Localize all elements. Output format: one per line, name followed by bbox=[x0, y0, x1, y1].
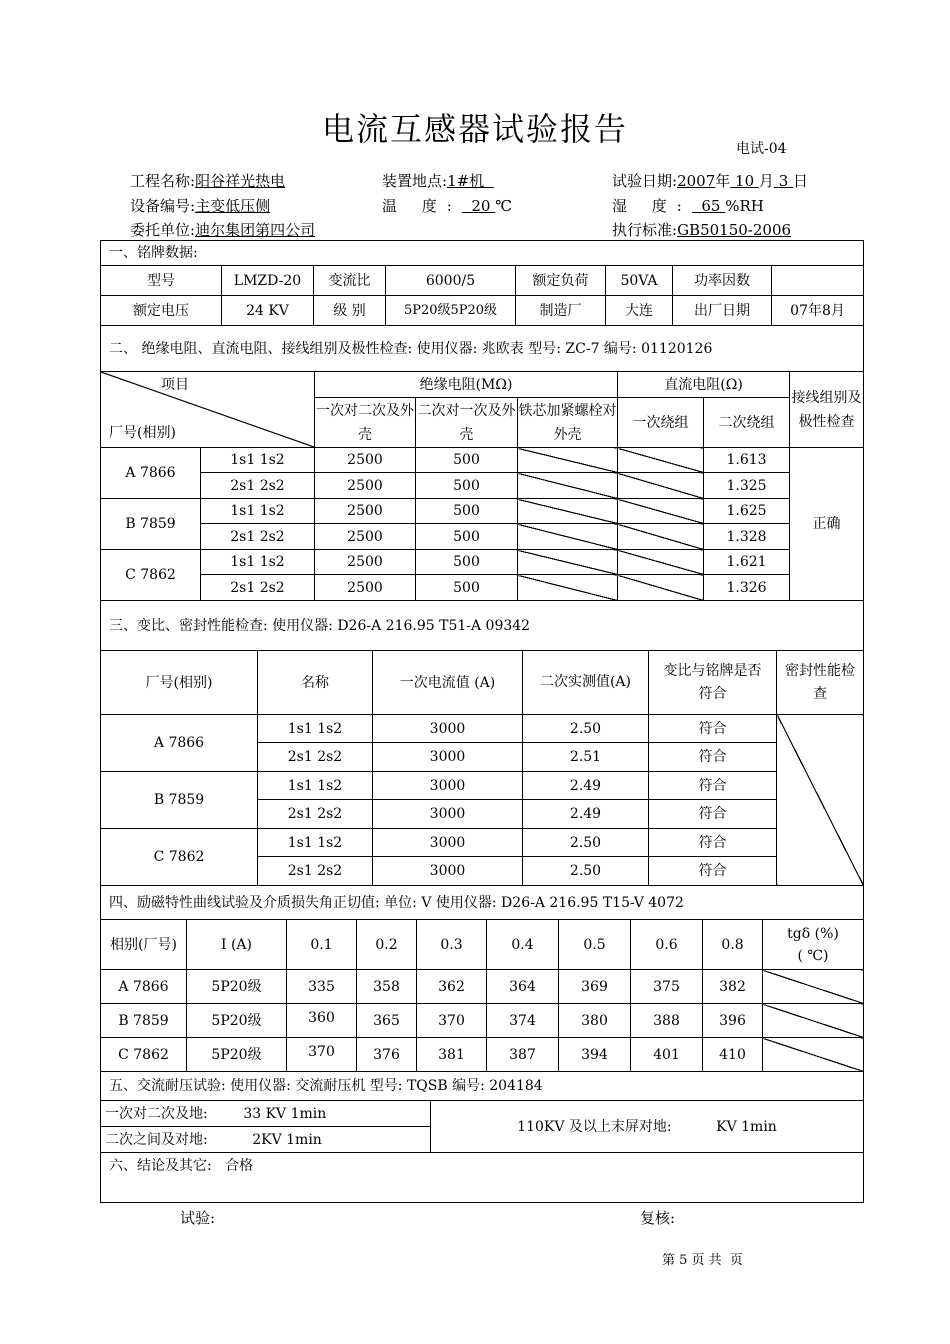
insul-header: 绝缘电阻(MΩ) bbox=[315, 372, 618, 398]
s3-prim: 3000 bbox=[373, 857, 523, 886]
col-core: 铁芯加紧螺栓对外壳 bbox=[518, 398, 618, 448]
s4-v: 382 bbox=[703, 970, 763, 1004]
np-cell: 功率因数 bbox=[673, 266, 772, 296]
s2-core-blank bbox=[518, 575, 618, 601]
s4-h-current: 0.8 bbox=[703, 920, 763, 970]
equip-label: 设备编号: bbox=[130, 197, 196, 215]
date-year: 2007 bbox=[677, 172, 716, 190]
diag-bottom-label: 厂号(相别) bbox=[109, 425, 176, 441]
page-number: 第 5 页 共 页 bbox=[662, 1253, 743, 1268]
s2-p2s: 2500 bbox=[315, 575, 416, 601]
s4-h-current: 0.5 bbox=[559, 920, 631, 970]
s4-v: 370 bbox=[287, 1038, 357, 1072]
np-cell: 级 别 bbox=[314, 296, 386, 326]
site-field bbox=[382, 170, 494, 191]
s2-s2p: 500 bbox=[416, 448, 518, 473]
date-day: 3 bbox=[778, 172, 789, 190]
s4-v: 387 bbox=[487, 1038, 559, 1072]
s4-cls: 5P20级 bbox=[187, 1004, 287, 1038]
section-4-title: 四、励磁特性曲线试验及介质损失角正切值: 单位: V 使用仪器: D26-A 216.95 T15-V 4072 bbox=[101, 886, 864, 920]
section-1-title: 一、铭牌数据: bbox=[101, 241, 864, 266]
s4-h-current: 0.4 bbox=[487, 920, 559, 970]
ratio-table bbox=[100, 650, 864, 920]
site-value: 1#机 bbox=[447, 172, 485, 190]
excitation-table bbox=[100, 919, 864, 1072]
s3-sec: 2.49 bbox=[523, 772, 649, 800]
s2-p2s: 2500 bbox=[315, 473, 416, 499]
s4-v: 374 bbox=[487, 1004, 559, 1038]
s3-prim: 3000 bbox=[373, 715, 523, 743]
client-field bbox=[130, 219, 315, 240]
s3-sec: 2.51 bbox=[523, 743, 649, 772]
s4-v: 335 bbox=[287, 970, 357, 1004]
s3-match: 符合 bbox=[649, 800, 777, 829]
std-label: 执行标准: bbox=[612, 221, 678, 239]
s2-prim-blank bbox=[618, 499, 704, 524]
s4-v: 401 bbox=[631, 1038, 703, 1072]
s4-id: C 7862 bbox=[101, 1038, 187, 1072]
s4-v: 380 bbox=[559, 1004, 631, 1038]
s4-id: B 7859 bbox=[101, 1004, 187, 1038]
s2-core-blank bbox=[518, 448, 618, 473]
s2-s2p: 500 bbox=[416, 524, 518, 550]
np-cell: 出厂日期 bbox=[673, 296, 772, 326]
s2-name: 1s1 1s2 bbox=[201, 550, 315, 575]
s4-id: A 7866 bbox=[101, 970, 187, 1004]
withstand-table bbox=[100, 1071, 864, 1203]
project-value: 阳谷祥光热电 bbox=[195, 172, 286, 190]
np-cell: 24 KV bbox=[222, 296, 314, 326]
humid-value: 65 bbox=[701, 197, 721, 215]
s3-prim: 3000 bbox=[373, 772, 523, 800]
s2-prim-blank bbox=[618, 575, 704, 601]
s2-name: 2s1 2s2 bbox=[201, 575, 315, 601]
s3-h-name: 名称 bbox=[258, 651, 373, 715]
s2-prim-blank bbox=[618, 550, 704, 575]
s3-name: 2s1 2s2 bbox=[258, 857, 373, 886]
s4-v: 370 bbox=[417, 1004, 487, 1038]
s3-id-a: A 7866 bbox=[101, 715, 258, 772]
s4-v: 360 bbox=[287, 1004, 357, 1038]
np-cell: 型号 bbox=[101, 266, 222, 296]
project-field bbox=[130, 170, 285, 191]
site-label: 装置地点: bbox=[382, 172, 448, 190]
np-cell: 50VA bbox=[606, 266, 673, 296]
s3-match: 符合 bbox=[649, 743, 777, 772]
s4-v: 394 bbox=[559, 1038, 631, 1072]
s3-h-prim: 一次电流值 (A) bbox=[373, 651, 523, 715]
np-cell bbox=[772, 266, 864, 296]
s3-id-c: C 7862 bbox=[101, 829, 258, 886]
s4-h-i: I (A) bbox=[187, 920, 287, 970]
humid-field bbox=[612, 195, 764, 216]
np-cell: 变流比 bbox=[314, 266, 386, 296]
s4-h-current: 0.1 bbox=[287, 920, 357, 970]
s3-h-match: 变比与铭牌是否符合 bbox=[649, 651, 777, 715]
s3-name: 2s1 2s2 bbox=[258, 743, 373, 772]
s2-s2p: 500 bbox=[416, 499, 518, 524]
np-cell: LMZD-20 bbox=[222, 266, 314, 296]
s2-name: 2s1 2s2 bbox=[201, 473, 315, 499]
s4-v: 375 bbox=[631, 970, 703, 1004]
section-5-title: 五、交流耐压试验: 使用仪器: 交流耐压机 型号: TQSB 编号: 204184 bbox=[101, 1072, 864, 1101]
dc-header: 直流电阻(Ω) bbox=[618, 372, 790, 398]
s4-h-current: 0.3 bbox=[417, 920, 487, 970]
s3-name: 2s1 2s2 bbox=[258, 800, 373, 829]
date-day-unit: 日 bbox=[793, 172, 809, 190]
np-cell: 制造厂 bbox=[516, 296, 606, 326]
s4-v: 410 bbox=[703, 1038, 763, 1072]
col-s2p: 二次对一次及外壳 bbox=[416, 398, 518, 448]
s2-name: 1s1 1s2 bbox=[201, 499, 315, 524]
s2-sec: 1.613 bbox=[704, 448, 790, 473]
s2-sec: 1.621 bbox=[704, 550, 790, 575]
temp-field bbox=[382, 195, 512, 216]
withstand-row-1: 一次对二次及地: 33 KV 1min bbox=[101, 1101, 431, 1127]
col-p2s: 一次对二次及外壳 bbox=[315, 398, 416, 448]
doc-code: 电试-04 bbox=[736, 141, 787, 157]
s2-s2p: 500 bbox=[416, 473, 518, 499]
temp-unit: ℃ bbox=[495, 197, 513, 215]
page-title: 电流互感器试验报告 bbox=[321, 110, 628, 148]
s4-v: 369 bbox=[559, 970, 631, 1004]
test-signature-label: 试验: bbox=[180, 1209, 216, 1227]
s3-h-id: 厂号(相别) bbox=[101, 651, 258, 715]
s2-name: 1s1 1s2 bbox=[201, 448, 315, 473]
withstand-row-2: 二次之间及对地: 2KV 1min bbox=[101, 1127, 431, 1153]
s4-v: 381 bbox=[417, 1038, 487, 1072]
temp-label: 温 度: bbox=[382, 197, 462, 215]
s3-prim: 3000 bbox=[373, 800, 523, 829]
s2-core-blank bbox=[518, 524, 618, 550]
np-cell: 额定负荷 bbox=[516, 266, 606, 296]
s3-match: 符合 bbox=[649, 857, 777, 886]
s4-h-current: 0.2 bbox=[357, 920, 417, 970]
insulation-table bbox=[100, 371, 864, 651]
equip-value: 主变低压侧 bbox=[195, 197, 271, 215]
s2-sec: 1.326 bbox=[704, 575, 790, 601]
equip-field bbox=[130, 195, 270, 216]
s2-id-a: A 7866 bbox=[101, 448, 201, 499]
s4-v: 364 bbox=[487, 970, 559, 1004]
s4-tg-blank bbox=[763, 1038, 864, 1072]
np-cell: 07年8月 bbox=[772, 296, 864, 326]
s4-v: 362 bbox=[417, 970, 487, 1004]
s3-prim: 3000 bbox=[373, 829, 523, 857]
s4-v: 396 bbox=[703, 1004, 763, 1038]
client-value: 迪尔集团第四公司 bbox=[195, 221, 316, 239]
section-2-title: 二、 绝缘电阻、直流电阻、接线组别及极性检查: 使用仪器: 兆欧表 型号: ZC-7 编号: 01120126 bbox=[101, 326, 864, 372]
temp-value: 20 bbox=[471, 197, 491, 215]
client-label: 委托单位: bbox=[130, 221, 196, 239]
s4-h-current: 0.6 bbox=[631, 920, 703, 970]
s4-tg-blank bbox=[763, 970, 864, 1004]
nameplate-table bbox=[100, 240, 864, 372]
group-header: 接线组别及极性检查 bbox=[790, 372, 864, 448]
s3-sec: 2.50 bbox=[523, 715, 649, 743]
s4-v: 365 bbox=[357, 1004, 417, 1038]
s2-prim-blank bbox=[618, 473, 704, 499]
s4-h-tg2: ( ℃) bbox=[797, 947, 829, 964]
s3-sec: 2.49 bbox=[523, 800, 649, 829]
section-6-title: 六、结论及其它: 合格 bbox=[101, 1153, 864, 1203]
s2-p2s: 2500 bbox=[315, 448, 416, 473]
np-cell: 6000/5 bbox=[386, 266, 516, 296]
section-3-title: 三、变比、密封性能检查: 使用仪器: D26-A 216.95 T51-A 09342 bbox=[101, 601, 864, 651]
s2-id-b: B 7859 bbox=[101, 499, 201, 550]
s2-sec: 1.328 bbox=[704, 524, 790, 550]
s2-prim-blank bbox=[618, 524, 704, 550]
col-prim: 一次绕组 bbox=[618, 398, 704, 448]
s4-h-tg1: tgδ (%) bbox=[787, 925, 839, 942]
s3-name: 1s1 1s2 bbox=[258, 715, 373, 743]
s3-seal-blank bbox=[777, 715, 864, 886]
std-field bbox=[612, 219, 791, 240]
s4-cls: 5P20级 bbox=[187, 1038, 287, 1072]
date-year-unit: 年 bbox=[715, 172, 731, 190]
s3-id-b: B 7859 bbox=[101, 772, 258, 829]
s4-cls: 5P20级 bbox=[187, 970, 287, 1004]
s3-prim: 3000 bbox=[373, 743, 523, 772]
col-sec: 二次绕组 bbox=[704, 398, 790, 448]
s3-sec: 2.50 bbox=[523, 829, 649, 857]
review-signature-label: 复核: bbox=[640, 1209, 676, 1227]
s4-h-phase: 相别(厂号) bbox=[101, 920, 187, 970]
std-value: GB50150-2006 bbox=[677, 221, 792, 239]
s2-s2p: 500 bbox=[416, 575, 518, 601]
s2-name: 2s1 2s2 bbox=[201, 524, 315, 550]
s2-core-blank bbox=[518, 550, 618, 575]
s2-result: 正确 bbox=[790, 448, 864, 601]
s3-sec: 2.50 bbox=[523, 857, 649, 886]
s3-match: 符合 bbox=[649, 772, 777, 800]
np-cell: 大连 bbox=[606, 296, 673, 326]
s4-tg-blank bbox=[763, 1004, 864, 1038]
s2-prim-blank bbox=[618, 448, 704, 473]
s4-h-tg bbox=[763, 920, 864, 970]
np-cell: 5P20级5P20级 bbox=[386, 296, 516, 326]
s3-match: 符合 bbox=[649, 715, 777, 743]
s2-p2s: 2500 bbox=[315, 524, 416, 550]
s2-core-blank bbox=[518, 473, 618, 499]
s3-match: 符合 bbox=[649, 829, 777, 857]
diag-header-cell bbox=[101, 372, 315, 448]
s4-v: 388 bbox=[631, 1004, 703, 1038]
s2-sec: 1.325 bbox=[704, 473, 790, 499]
s2-s2p: 500 bbox=[416, 550, 518, 575]
date-month-unit: 月 bbox=[758, 172, 774, 190]
date-label: 试验日期: bbox=[612, 172, 678, 190]
humid-label: 湿 度: bbox=[612, 197, 692, 215]
s2-p2s: 2500 bbox=[315, 499, 416, 524]
s4-v: 376 bbox=[357, 1038, 417, 1072]
date-field bbox=[612, 170, 808, 191]
s2-sec: 1.625 bbox=[704, 499, 790, 524]
withstand-right: 110KV 及以上末屏对地: KV 1min bbox=[431, 1101, 864, 1153]
s3-h-sec: 二次实测值(A) bbox=[523, 651, 649, 715]
s2-id-c: C 7862 bbox=[101, 550, 201, 601]
humid-unit: %RH bbox=[725, 197, 764, 215]
s3-name: 1s1 1s2 bbox=[258, 829, 373, 857]
diag-top-label: 项目 bbox=[161, 377, 189, 393]
s2-core-blank bbox=[518, 499, 618, 524]
s3-name: 1s1 1s2 bbox=[258, 772, 373, 800]
s2-p2s: 2500 bbox=[315, 550, 416, 575]
date-month: 10 bbox=[735, 172, 755, 190]
s3-h-seal: 密封性能检查 bbox=[777, 651, 864, 715]
project-label: 工程名称: bbox=[130, 172, 196, 190]
np-cell: 额定电压 bbox=[101, 296, 222, 326]
s4-v: 358 bbox=[357, 970, 417, 1004]
